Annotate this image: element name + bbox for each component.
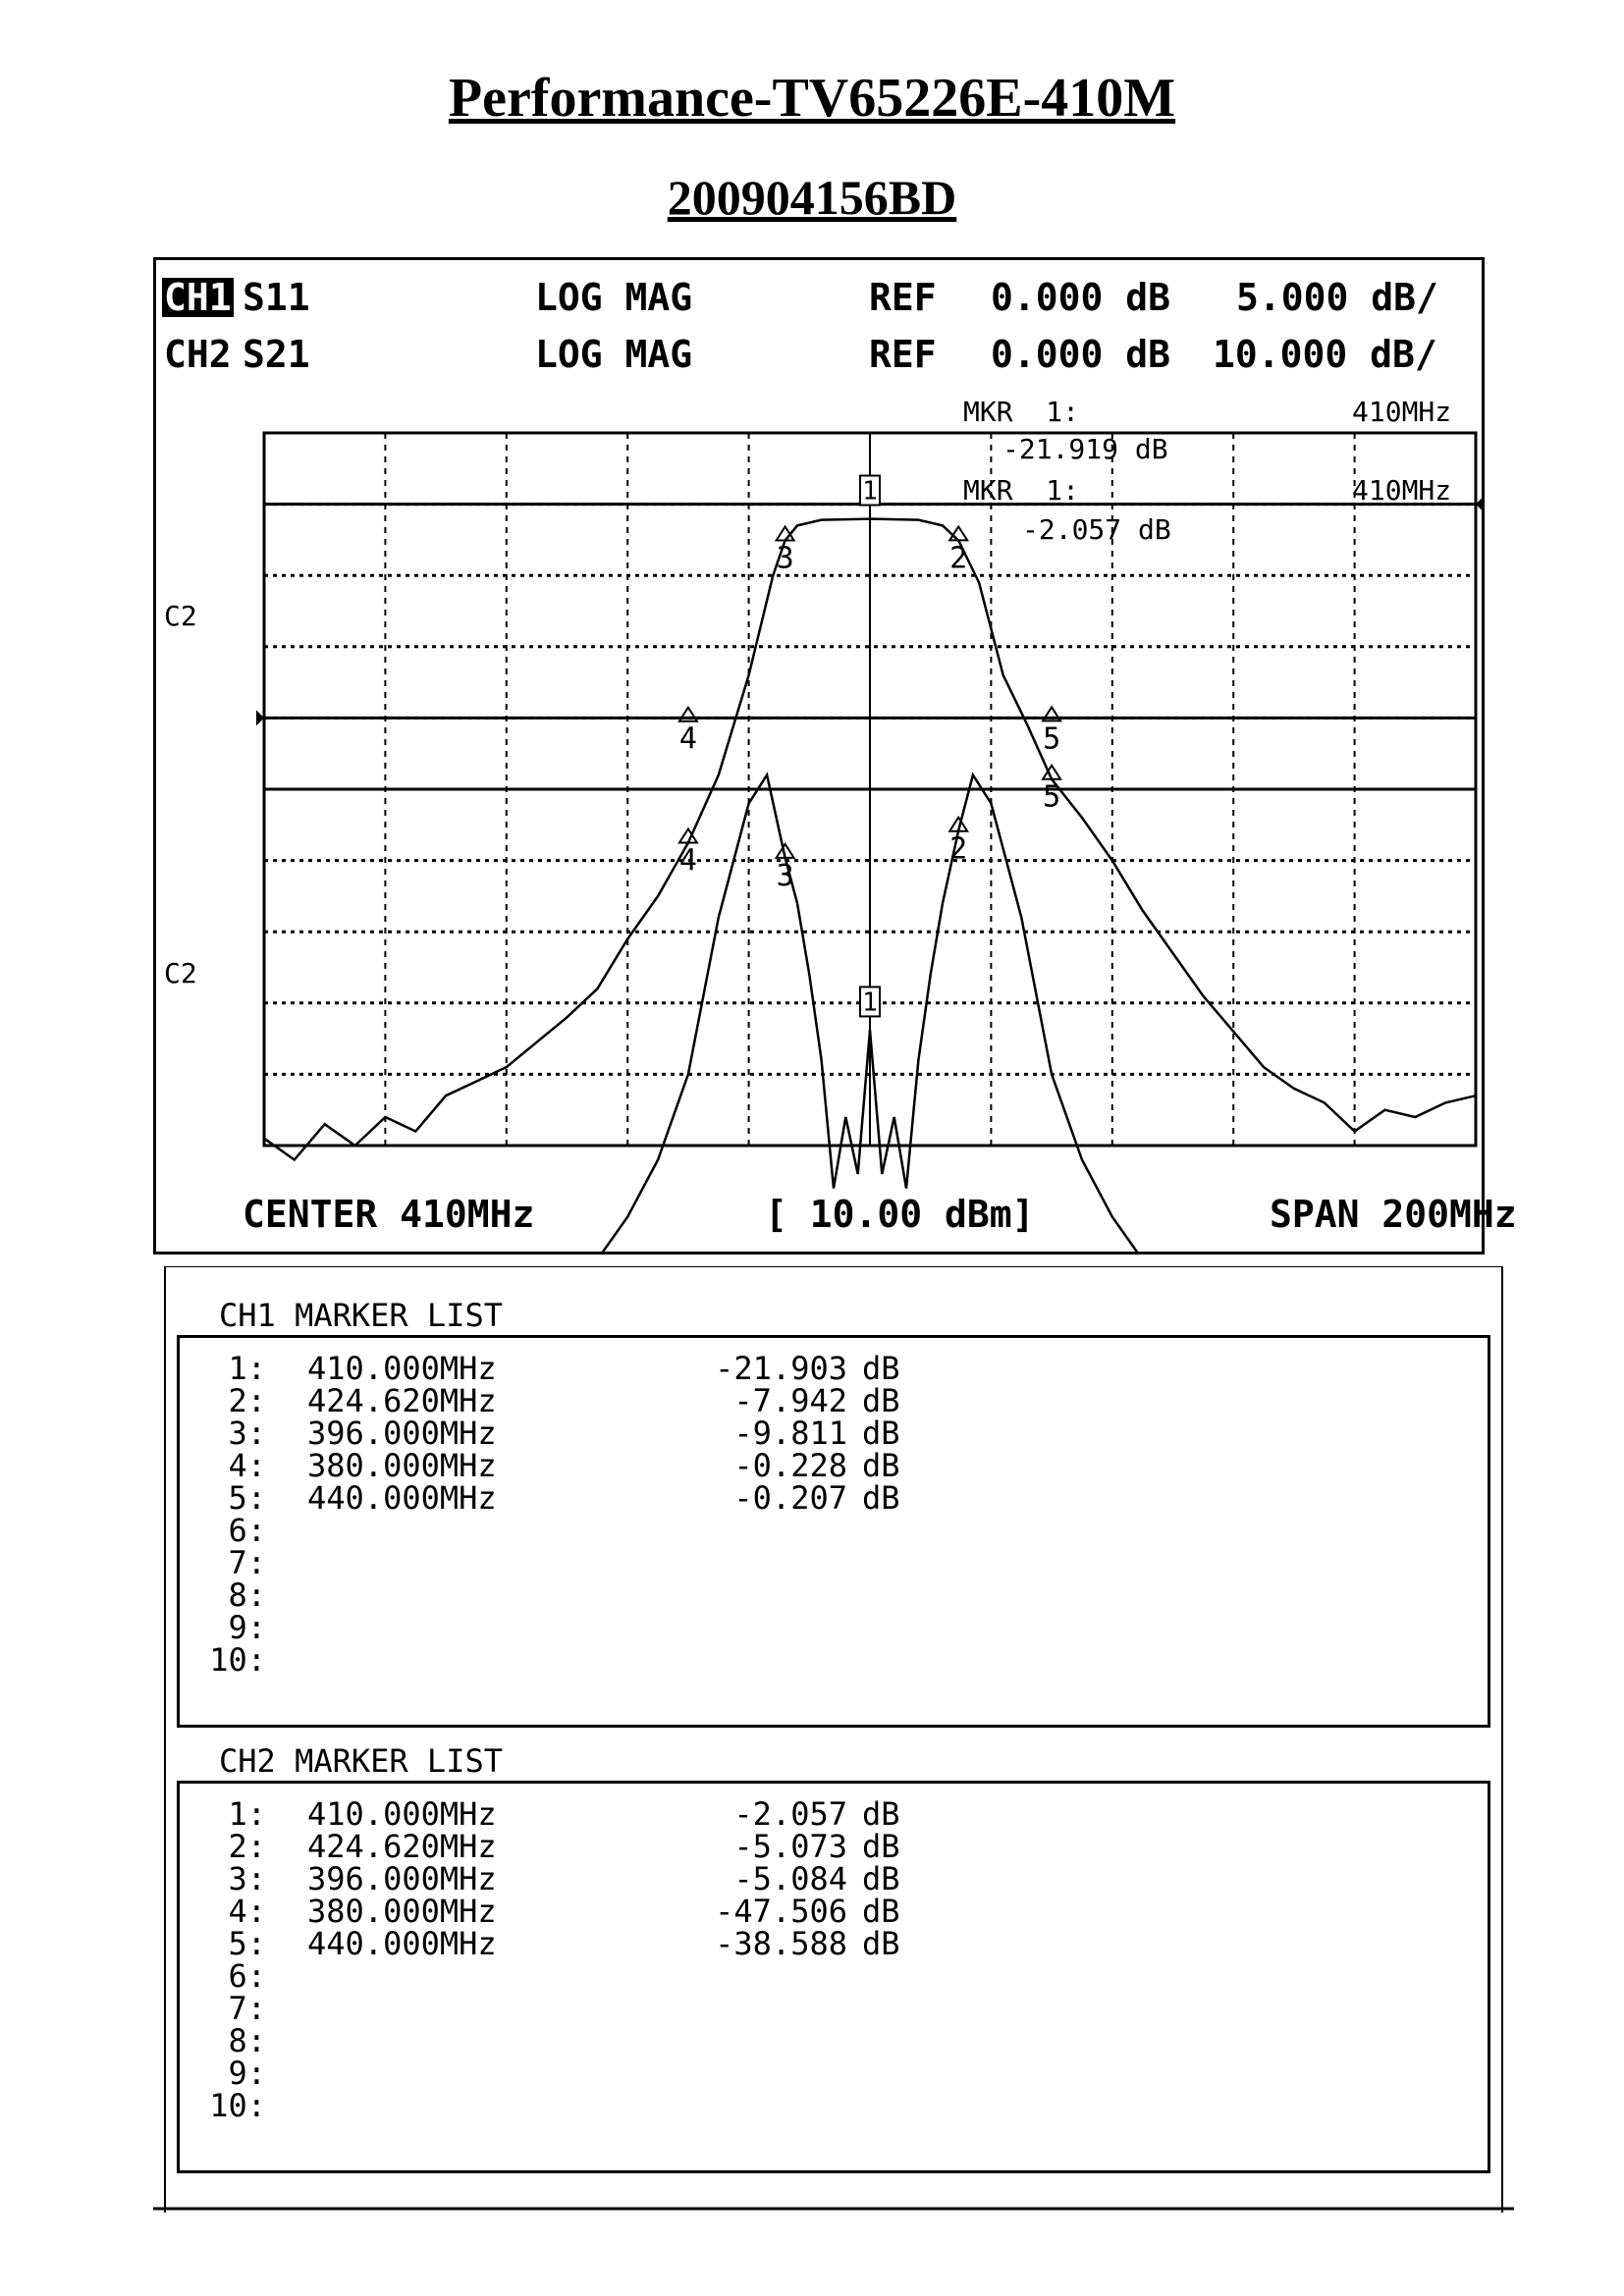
marker-unit: dB <box>862 1795 900 1833</box>
ch2-marker-list-title: CH2 MARKER LIST <box>215 1744 507 1778</box>
marker-value: -0.207 <box>733 1479 847 1517</box>
marker-value: -5.073 <box>733 1828 847 1865</box>
ch2-param: S21 <box>243 333 310 376</box>
trace-plot <box>156 260 1482 1252</box>
marker-index: 10: <box>209 1641 266 1679</box>
marker-unit: dB <box>862 1382 900 1419</box>
document-title: Performance-TV65226E-410M <box>448 68 1176 129</box>
marker-value: -21.903 <box>715 1350 847 1387</box>
mkr1-ch1-value: -21.919 dB <box>1002 433 1168 465</box>
marker-index: 2: <box>228 1382 266 1419</box>
span-frequency: SPAN 200MHz <box>1270 1193 1517 1236</box>
ch1-marker-list <box>177 1297 1490 1728</box>
marker-frequency: 424.620MHz <box>307 1828 497 1865</box>
document-subtitle: 200904156BD <box>667 170 957 225</box>
marker-value: -7.942 <box>733 1382 847 1419</box>
mkr1-ch2-label: MKR 1: <box>963 474 1080 507</box>
ch1-ref-value: 0.000 dB <box>991 276 1171 319</box>
marker-index: 4: <box>228 1447 266 1484</box>
marker-unit: dB <box>862 1925 900 1962</box>
ch1-label: CH1 <box>164 276 232 319</box>
marker-index: 3: <box>228 1415 266 1452</box>
marker-4-label: 4 <box>678 843 697 879</box>
marker-1-label: 1 <box>862 476 878 507</box>
marker-5-label: 5 <box>1043 779 1061 815</box>
marker-index: 3: <box>228 1860 266 1897</box>
marker-index: 6: <box>228 1957 266 1995</box>
marker-unit: dB <box>862 1350 900 1387</box>
marker-value: -2.057 <box>733 1795 847 1833</box>
ch2-ref-value: 0.000 dB <box>991 333 1171 376</box>
marker-3-label: 3 <box>776 858 794 893</box>
marker-2-label: 2 <box>949 541 968 576</box>
marker-index: 8: <box>228 1576 266 1614</box>
marker-3-label: 3 <box>776 541 794 576</box>
marker-index: 1: <box>228 1795 266 1833</box>
marker-unit: dB <box>862 1893 900 1930</box>
marker-frequency: 424.620MHz <box>307 1382 497 1419</box>
marker-index: 5: <box>228 1925 266 1962</box>
ch2-label: CH2 <box>164 333 232 376</box>
ch1-scale: 5.000 dB/ <box>1236 276 1438 319</box>
center-frequency: CENTER 410MHz <box>243 1193 535 1236</box>
marker-index: 7: <box>228 1990 266 2027</box>
marker-frequency: 380.000MHz <box>307 1447 497 1484</box>
marker-index: 9: <box>228 1609 266 1646</box>
ch2-ref-label: REF <box>869 333 937 376</box>
marker-index: 10: <box>209 2087 266 2124</box>
marker-2-label: 2 <box>949 831 968 867</box>
marker-4-label: 4 <box>678 721 697 757</box>
marker-frequency: 380.000MHz <box>307 1893 497 1930</box>
marker-frequency: 396.000MHz <box>307 1415 497 1452</box>
ch2-scale: 10.000 dB/ <box>1213 333 1437 376</box>
marker-value: -47.506 <box>715 1893 847 1930</box>
marker-5-label: 5 <box>1043 721 1061 757</box>
marker-frequency: 410.000MHz <box>307 1350 497 1387</box>
side-label-lower: C2 <box>164 957 197 989</box>
ch1-param: S11 <box>243 276 310 319</box>
marker-index: 6: <box>228 1512 266 1549</box>
ch1-ref-label: REF <box>869 276 937 319</box>
mkr1-ch2-value: -2.057 dB <box>1022 513 1171 546</box>
marker-index: 7: <box>228 1544 266 1581</box>
marker-index: 5: <box>228 1479 266 1517</box>
marker-value: -5.084 <box>733 1860 847 1897</box>
marker-frequency: 410.000MHz <box>307 1795 497 1833</box>
mkr1-ch2-freq: 410MHz <box>1352 474 1452 507</box>
marker-unit: dB <box>862 1447 900 1484</box>
side-label-upper: C2 <box>164 600 197 632</box>
marker-index: 2: <box>228 1828 266 1865</box>
source-power: [ 10.00 dBm] <box>765 1193 1035 1236</box>
ch1-format: LOG MAG <box>535 276 693 319</box>
mkr1-ch1-label: MKR 1: <box>963 396 1080 428</box>
mkr1-ch1-freq: 410MHz <box>1352 396 1452 428</box>
marker-1-label: 1 <box>862 988 878 1018</box>
marker-unit: dB <box>862 1415 900 1452</box>
marker-value: -9.811 <box>733 1415 847 1452</box>
ch2-format: LOG MAG <box>535 333 693 376</box>
marker-unit: dB <box>862 1479 900 1517</box>
ch1-marker-list-title: CH1 MARKER LIST <box>215 1299 507 1332</box>
analyzer-display <box>153 257 1517 1255</box>
marker-frequency: 440.000MHz <box>307 1479 497 1517</box>
ch2-marker-list <box>177 1742 1490 2173</box>
marker-index: 8: <box>228 2022 266 2059</box>
marker-index: 4: <box>228 1893 266 1930</box>
marker-frequency: 440.000MHz <box>307 1925 497 1962</box>
marker-index: 1: <box>228 1350 266 1387</box>
marker-list-panel <box>153 1266 1514 2213</box>
marker-unit: dB <box>862 1860 900 1897</box>
marker-value: -0.228 <box>733 1447 847 1484</box>
marker-unit: dB <box>862 1828 900 1865</box>
marker-value: -38.588 <box>715 1925 847 1962</box>
marker-frequency: 396.000MHz <box>307 1860 497 1897</box>
marker-index: 9: <box>228 2055 266 2092</box>
